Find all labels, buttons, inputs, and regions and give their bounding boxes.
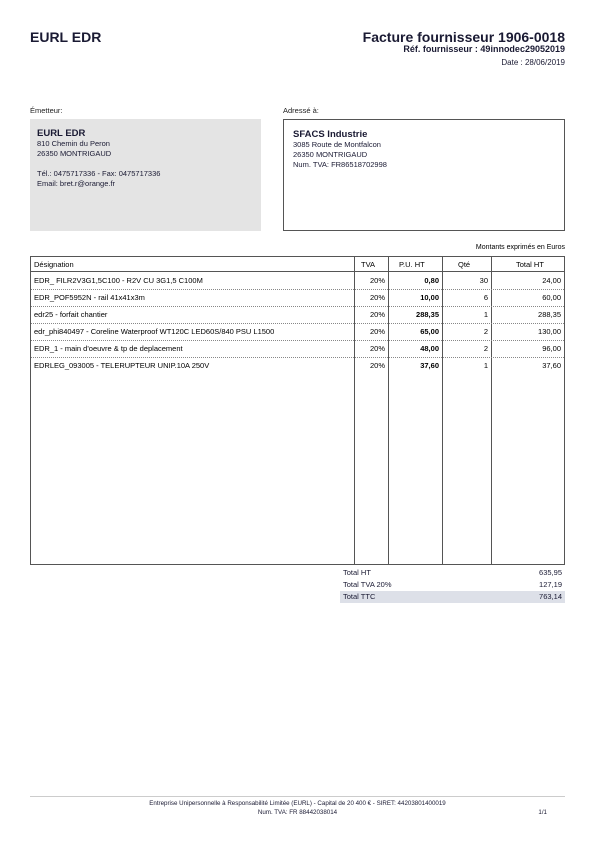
table-row [31, 272, 564, 290]
line-tva: 20% [369, 293, 385, 302]
line-tva: 20% [369, 344, 385, 353]
line-tva: 20% [369, 310, 385, 319]
sender-address-line2: 26350 MONTRIGAUD [37, 149, 112, 158]
line-total: 130,00 [538, 327, 561, 336]
table-row [31, 357, 564, 374]
table-row [31, 340, 564, 358]
total-tva-row [340, 579, 565, 591]
line-total: 288,35 [538, 310, 561, 319]
total-ttc-label: Total TTC [343, 592, 376, 601]
table-row [31, 289, 564, 307]
line-tva: 20% [369, 327, 385, 336]
line-quantity: 1 [483, 310, 488, 319]
line-unit-price: 10,00 [420, 293, 439, 302]
line-unit-price: 288,35 [416, 310, 439, 319]
line-total: 96,00 [542, 344, 561, 353]
total-ht-label: Total HT [343, 568, 371, 577]
line-quantity: 2 [483, 344, 488, 353]
column-header-total: Total HT [516, 260, 544, 269]
line-quantity: 1 [483, 361, 488, 370]
total-tva-label: Total TVA 20% [343, 580, 392, 589]
line-unit-price: 0,80 [424, 276, 439, 285]
line-tva: 20% [369, 276, 385, 285]
invoice-date: Date : 28/06/2019 [501, 58, 565, 67]
total-ht-value: 635,95 [539, 568, 562, 577]
line-designation: EDRLEG_093005 - TELERUPTEUR UNIP.10A 250V [34, 361, 210, 370]
total-tva-value: 127,19 [539, 580, 562, 589]
sender-phone: Tél.: 0475717336 - Fax: 0475717336 [37, 169, 161, 178]
line-designation: EDR_POF5952N - rail 41x41x3m [34, 293, 145, 302]
column-header-quantity: Qté [458, 260, 471, 269]
line-total: 37,60 [542, 361, 561, 370]
column-header-unit-price: P.U. HT [399, 260, 425, 269]
currency-note: Montants exprimés en Euros [475, 244, 565, 251]
recipient-label: Adressé à: [283, 106, 319, 115]
footer-legal-line: Entreprise Unipersonnelle à Responsabilité Limitée (EURL) - Capital de 20 400 € - SIRET: 44203801400019 [149, 800, 446, 807]
line-unit-price: 37,60 [420, 361, 439, 370]
invoice-title: Facture fournisseur 1906-0018 [362, 29, 565, 45]
line-designation: EDR_1 - main d'oeuvre & tp de deplacement [34, 344, 183, 353]
total-ht-row [340, 567, 565, 579]
recipient-vat-number: Num. TVA: FR86518702998 [293, 160, 387, 169]
table-row [31, 306, 564, 324]
total-ttc-value: 763,14 [539, 592, 562, 601]
issuer-company-name: EURL EDR [30, 29, 102, 45]
sender-name: EURL EDR [37, 128, 86, 139]
line-tva: 20% [369, 361, 385, 370]
line-quantity: 30 [479, 276, 488, 285]
invoice-lines-table [30, 256, 565, 565]
sender-box [30, 119, 261, 231]
column-header-designation: Désignation [34, 260, 74, 269]
sender-email: Email: bret.r@orange.fr [37, 179, 116, 188]
recipient-address-line2: 26350 MONTRIGAUD [293, 150, 368, 159]
line-total: 24,00 [542, 276, 561, 285]
page-number: 1/1 [538, 809, 547, 816]
footer-divider [30, 796, 565, 797]
line-unit-price: 65,00 [420, 327, 439, 336]
recipient-name: SFACS Industrie [293, 129, 368, 140]
line-unit-price: 48,00 [420, 344, 439, 353]
sender-address-line1: 810 Chemin du Peron [37, 139, 110, 148]
supplier-reference: Réf. fournisseur : 49innodec29052019 [403, 44, 565, 54]
line-total: 60,00 [542, 293, 561, 302]
line-quantity: 6 [483, 293, 488, 302]
column-header-tva: TVA [361, 260, 376, 269]
line-quantity: 2 [483, 327, 488, 336]
recipient-address-line1: 3085 Route de Montfalcon [293, 140, 381, 149]
sender-label: Émetteur: [30, 106, 63, 115]
line-designation: EDR_ FILR2V3G1,5C100 - R2V CU 3G1,5 C100M [34, 276, 203, 285]
recipient-box [283, 119, 565, 231]
footer-vat-line: Num. TVA: FR 88442038014 [257, 809, 338, 816]
line-designation: edr25 - forfait chantier [34, 310, 108, 319]
table-row [31, 323, 564, 341]
line-designation: edr_phi840497 - Coreline Waterproof WT120C LED60S/840 PSU L1500 [34, 327, 275, 336]
total-ttc-row [340, 591, 565, 603]
